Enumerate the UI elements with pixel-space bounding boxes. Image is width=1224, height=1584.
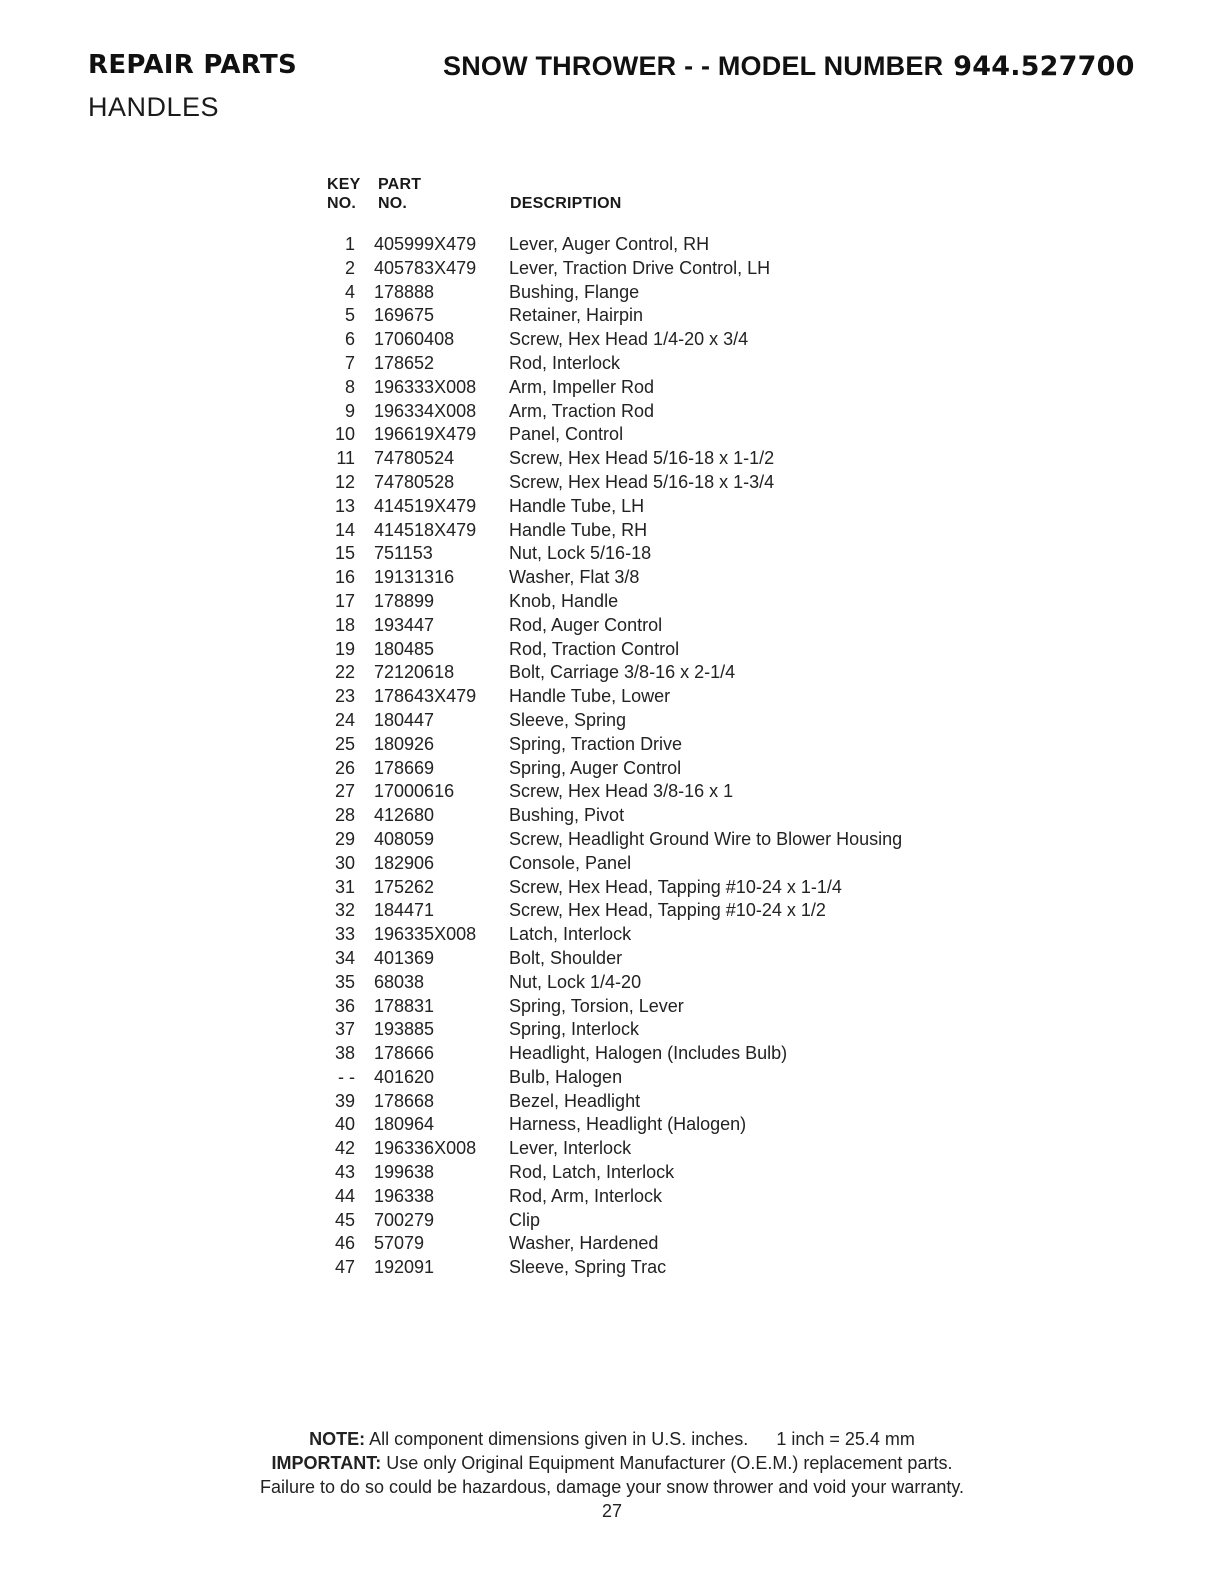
part-no: 178643X479 <box>374 686 477 707</box>
part-description: Bulb, Halogen <box>509 1066 623 1087</box>
note-text: All component dimensions given in U.S. inches. <box>369 1429 749 1449</box>
part-no: 178652 <box>374 352 435 373</box>
part-no: 405999X479 <box>374 234 477 254</box>
part-row <box>300 1232 1000 1256</box>
part-description: Arm, Traction Rod <box>509 400 655 421</box>
part-no: 178669 <box>374 757 435 778</box>
key-no: 28 <box>334 805 355 826</box>
part-no: 180447 <box>374 709 435 730</box>
part-description: Spring, Traction Drive <box>509 733 683 754</box>
key-no: 39 <box>334 1090 355 1111</box>
key-no: 15 <box>334 543 355 564</box>
part-description: Handle Tube, Lower <box>509 686 671 707</box>
part-no: 196336X008 <box>374 1138 477 1159</box>
key-no: 25 <box>334 733 355 754</box>
part-no: 401369 <box>374 947 435 968</box>
part-row <box>300 876 1000 900</box>
key-no: - - <box>338 1066 355 1087</box>
part-description: Bolt, Shoulder <box>509 947 623 968</box>
note-label: NOTE: <box>309 1429 366 1449</box>
key-header-line2: NO. <box>327 195 357 212</box>
part-no: 412680 <box>374 805 435 826</box>
part-row <box>300 1137 1000 1161</box>
part-row <box>300 495 1000 519</box>
part-no: 700279 <box>374 1209 435 1230</box>
key-no: 17 <box>334 590 355 611</box>
part-description: Console, Panel <box>509 852 632 873</box>
key-no: 36 <box>334 995 355 1016</box>
key-no: 42 <box>334 1138 355 1159</box>
part-row <box>300 519 1000 543</box>
part-no: 180485 <box>374 638 435 659</box>
part-row <box>300 1018 1000 1042</box>
part-no: 192091 <box>374 1257 435 1278</box>
part-row <box>300 661 1000 685</box>
key-no: 7 <box>344 352 355 373</box>
part-no: 175262 <box>374 876 435 897</box>
part-description: Spring, Torsion, Lever <box>509 995 684 1016</box>
note-line <box>0 1427 1224 1451</box>
key-no: 10 <box>334 424 355 445</box>
parts-list <box>300 233 1000 1280</box>
part-row <box>300 281 1000 305</box>
key-no: 30 <box>334 852 355 873</box>
part-description: Rod, Arm, Interlock <box>509 1185 663 1206</box>
key-no: 29 <box>334 828 355 849</box>
part-row <box>300 352 1000 376</box>
part-row <box>300 923 1000 947</box>
part-description: Spring, Auger Control <box>509 757 682 778</box>
key-no-header <box>327 175 361 213</box>
part-row <box>300 1161 1000 1185</box>
key-no: 26 <box>334 757 355 778</box>
part-no: 184471 <box>374 900 435 921</box>
important-text: Use only Original Equipment Manufacturer (O.E.M.) replacement parts. <box>386 1453 953 1473</box>
part-no: 57079 <box>374 1233 425 1254</box>
part-no: 178666 <box>374 1043 435 1064</box>
key-no: 37 <box>334 1019 355 1040</box>
part-description: Retainer, Hairpin <box>509 305 644 326</box>
repair-parts-heading: REPAIR PARTS <box>88 50 298 80</box>
part-description: Bolt, Carriage 3/8-16 x 2-1/4 <box>509 662 736 683</box>
part-description: Screw, Hex Head 5/16-18 x 1-1/2 <box>509 448 775 469</box>
part-row <box>300 257 1000 281</box>
part-row <box>300 614 1000 638</box>
part-header-line2: NO. <box>378 195 408 212</box>
part-description: Nut, Lock 1/4-20 <box>509 971 642 992</box>
key-no: 5 <box>344 305 355 326</box>
part-row <box>300 400 1000 424</box>
part-row <box>300 590 1000 614</box>
part-description: Spring, Interlock <box>509 1019 640 1040</box>
part-no: 178888 <box>374 281 435 302</box>
notes-block <box>0 1427 1224 1523</box>
part-description: Handle Tube, LH <box>509 495 645 516</box>
part-no: 414519X479 <box>374 495 477 516</box>
key-no: 11 <box>336 448 355 469</box>
key-no: 6 <box>344 329 355 350</box>
key-no: 31 <box>334 876 355 897</box>
part-row <box>300 780 1000 804</box>
part-row <box>300 1209 1000 1233</box>
part-no: 401620 <box>374 1066 435 1087</box>
part-no: 199638 <box>374 1162 435 1183</box>
part-row <box>300 233 1000 257</box>
part-row <box>300 757 1000 781</box>
part-row <box>300 304 1000 328</box>
model-title-text: SNOW THROWER - - MODEL NUMBER <box>443 51 944 81</box>
part-no: 17000616 <box>374 781 455 802</box>
part-row <box>300 1185 1000 1209</box>
part-description: Lever, Traction Drive Control, LH <box>509 257 771 278</box>
part-description: Sleeve, Spring Trac <box>509 1257 667 1278</box>
part-no: 169675 <box>374 305 435 326</box>
key-no: 18 <box>334 614 355 635</box>
part-row <box>300 376 1000 400</box>
part-description: Bezel, Headlight <box>509 1090 641 1111</box>
model-number: 944.527700 <box>953 51 1135 82</box>
key-no: 46 <box>334 1233 355 1254</box>
part-no: 182906 <box>374 852 435 873</box>
key-no: 9 <box>344 400 355 421</box>
part-row <box>300 899 1000 923</box>
part-row <box>300 971 1000 995</box>
part-row <box>300 1113 1000 1137</box>
key-no: 34 <box>334 947 355 968</box>
key-no: 44 <box>334 1185 355 1206</box>
part-description: Screw, Hex Head 5/16-18 x 1-3/4 <box>509 471 775 492</box>
part-row <box>300 852 1000 876</box>
part-no: 408059 <box>374 828 435 849</box>
part-description: Sleeve, Spring <box>509 709 627 730</box>
page-number: 27 <box>601 1501 623 1521</box>
part-description: Clip <box>509 1209 541 1230</box>
part-no: 414518X479 <box>374 519 477 540</box>
warning-line: Failure to do so could be hazardous, damage your snow thrower and void your warranty. <box>259 1477 965 1497</box>
part-row <box>300 638 1000 662</box>
part-row <box>300 447 1000 471</box>
part-description: Bushing, Pivot <box>509 805 625 826</box>
key-no: 22 <box>334 662 355 683</box>
part-description: Washer, Hardened <box>509 1233 659 1254</box>
part-description: Screw, Hex Head, Tapping #10-24 x 1/2 <box>509 900 826 921</box>
part-row <box>300 1066 1000 1090</box>
part-description: Knob, Handle <box>509 590 619 611</box>
part-description: Nut, Lock 5/16-18 <box>509 543 652 564</box>
part-row <box>300 733 1000 757</box>
part-row <box>300 804 1000 828</box>
part-no-header <box>378 175 421 213</box>
part-row <box>300 542 1000 566</box>
part-description: Lever, Interlock <box>509 1138 632 1159</box>
part-description: Rod, Interlock <box>509 352 621 373</box>
key-no: 32 <box>334 900 355 921</box>
part-no: 196335X008 <box>374 924 477 945</box>
model-title <box>443 51 1135 82</box>
part-description: Screw, Headlight Ground Wire to Blower Housing <box>509 828 903 849</box>
part-description: Screw, Hex Head 3/8-16 x 1 <box>509 781 734 802</box>
part-row <box>300 471 1000 495</box>
part-row <box>300 1042 1000 1066</box>
part-no: 751153 <box>374 543 433 564</box>
important-label: IMPORTANT: <box>271 1453 382 1473</box>
part-no: 74780524 <box>374 448 455 469</box>
part-no: 196619X479 <box>374 424 477 445</box>
key-no: 13 <box>334 495 355 516</box>
part-description: Handle Tube, RH <box>509 519 648 540</box>
part-description: Rod, Auger Control <box>509 614 663 635</box>
part-description: Screw, Hex Head 1/4-20 x 3/4 <box>509 329 749 350</box>
key-no: 14 <box>334 519 355 540</box>
key-no: 2 <box>344 257 355 278</box>
part-description: Washer, Flat 3/8 <box>509 567 640 588</box>
part-row <box>300 947 1000 971</box>
key-no: 45 <box>334 1209 355 1230</box>
part-description: Rod, Latch, Interlock <box>509 1162 675 1183</box>
key-no: 23 <box>334 686 355 707</box>
key-no: 33 <box>334 924 355 945</box>
part-no: 19131316 <box>374 567 455 588</box>
part-row <box>300 566 1000 590</box>
key-no: 27 <box>334 781 355 802</box>
part-description: Harness, Headlight (Halogen) <box>509 1114 747 1135</box>
key-header-line1: KEY <box>327 176 361 193</box>
part-no: 196334X008 <box>374 400 477 421</box>
section-title: HANDLES <box>88 92 220 122</box>
part-no: 178899 <box>374 590 435 611</box>
part-no: 196338 <box>374 1185 435 1206</box>
key-no: 35 <box>334 971 355 992</box>
part-row <box>300 828 1000 852</box>
part-description: Screw, Hex Head, Tapping #10-24 x 1-1/4 <box>509 876 842 897</box>
key-no: 8 <box>344 376 355 397</box>
part-description: Bushing, Flange <box>509 281 640 302</box>
key-no: 43 <box>334 1162 355 1183</box>
part-row <box>300 423 1000 447</box>
part-description: Panel, Control <box>509 424 624 445</box>
description-header: DESCRIPTION <box>510 195 622 212</box>
part-no: 17060408 <box>374 329 455 350</box>
key-no: 24 <box>334 709 355 730</box>
key-no: 12 <box>334 471 355 492</box>
part-no: 74780528 <box>374 471 455 492</box>
part-no: 68038 <box>374 971 425 992</box>
part-no: 72120618 <box>374 662 455 683</box>
part-description: Latch, Interlock <box>509 924 632 945</box>
part-no: 178831 <box>374 995 435 1016</box>
part-description: Lever, Auger Control, RH <box>509 234 710 254</box>
conversion-text: 1 inch = 25.4 mm <box>776 1429 915 1449</box>
part-row <box>300 1256 1000 1280</box>
key-no: 1 <box>344 234 355 254</box>
part-row <box>300 685 1000 709</box>
part-row <box>300 995 1000 1019</box>
key-no: 40 <box>334 1114 355 1135</box>
part-no: 193885 <box>374 1019 435 1040</box>
part-no: 180964 <box>374 1114 435 1135</box>
part-row <box>300 1090 1000 1114</box>
part-no: 193447 <box>374 614 435 635</box>
part-row <box>300 709 1000 733</box>
part-description: Headlight, Halogen (Includes Bulb) <box>509 1043 788 1064</box>
part-no: 196333X008 <box>374 376 477 397</box>
important-line <box>0 1451 1224 1475</box>
part-no: 180926 <box>374 733 435 754</box>
key-no: 38 <box>334 1043 355 1064</box>
part-description: Rod, Traction Control <box>509 638 680 659</box>
key-no: 47 <box>334 1257 355 1278</box>
key-no: 19 <box>334 638 355 659</box>
key-no: 16 <box>334 567 355 588</box>
key-no: 4 <box>344 281 355 302</box>
part-no: 405783X479 <box>374 257 477 278</box>
part-header-line1: PART <box>378 176 422 193</box>
part-no: 178668 <box>374 1090 435 1111</box>
part-description: Arm, Impeller Rod <box>509 376 655 397</box>
part-row <box>300 328 1000 352</box>
